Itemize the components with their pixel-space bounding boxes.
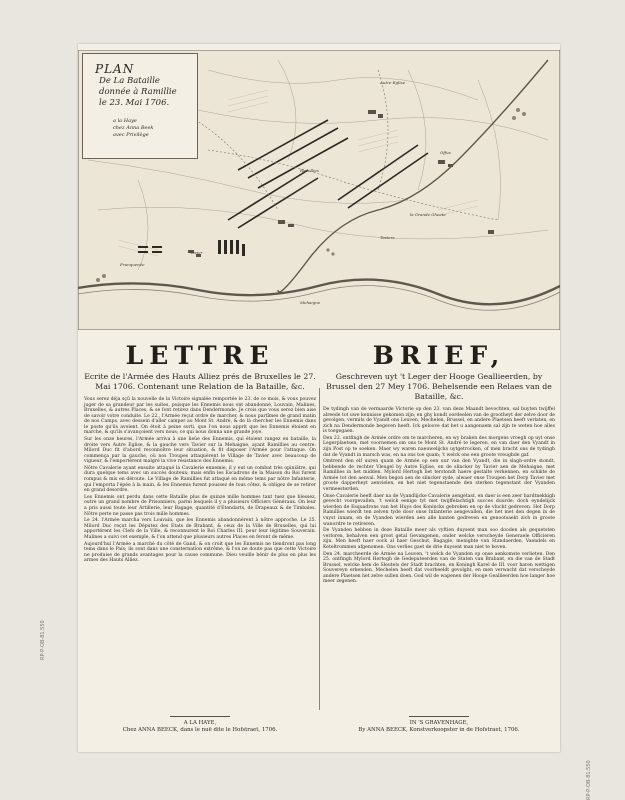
dutch-subtitle: Geschreven uyt 't Leger der Hooge Geallieerden, by Brussel den 27 Mey 1706. Behelsende een Relaes van de Bataille, &c.: [326, 372, 552, 401]
dutch-paragraph: Den 22. ontfingh de Armée ordre om te marcheren, en wy braken des morgens vroegh op uyt onse Legerplaetsen, met voornemen om ons te Mont St. André te legeren, en van daer den Vyandt in zijn Post op te soeken. Maer wy waren naeuwelijcks uytgetrocken, of men bracht ons de tydingh dat de Vyandt in marsch was, en na ons toe quam; 't welck ons een groote vreughde gaf.: [323, 435, 555, 458]
column-divider: [319, 388, 320, 710]
map-label-taviers: Taviers: [380, 235, 395, 240]
dutch-paragraph: De tydingh van de vermaarde Victorie op den 23. van deze Maandt bevochten, sal buyten twijffel alreede tot uwe kennisse gekomen zijn; en ghy kondt oordeelen van de grootheyt der zelve door de gevolgen, vermits de Vyandt ons Leuven, Mechelen, Brussel, en andere Plaetsen heeft verlaten, en zich na Dendermonde begeven heeft. Ick geloove dat het u aangenaem sal zijn te weten hoe alles is toegegaen.: [323, 407, 555, 435]
map-cartouche: [82, 53, 198, 159]
french-imprint: [84, 720, 316, 734]
french-body: [84, 397, 316, 564]
dutch-imprint-city: IN 'S GRAVENHAGE,: [409, 720, 469, 726]
french-subtitle: Ecrite de l'Armée des Hauts Alliez prés de Bruxelles le 27. Mai 1706. Contenant une Relation de la Bataille, &c.: [84, 372, 316, 391]
french-paragraph: Le 24. l'Armée marcha vers Louvain, que les Ennemis abandonnérent à nôtre approche. Le 25. Milord Duc reçut les Députez des Etats de Brabant, & ceux de la Ville de Bruxelles, qui lui apportérent les Clefs de la Ville, & reconnurent le Roi Charles III. pour leur légitime Souverain. Malines a suivi cet exemple, & l'on attend que plusieurs autres Places en feront de même.: [84, 518, 316, 540]
french-paragraph: Nôtre Cavalerie ayant ensuite attaqué la Cavalerie ennemie, il y eut un combat très opiniâtre, qui dura quelque tems avec un succès douteux; mais enfin les Escadrons de la Maison du Roi furent rompus & mis en déroute. Le Village de Ramillies fut attaqué en même tems par nôtre Infanterie, qui l'emporta l'épée à la main, & les Ennemis furent poussez de tous côtez, & obligez de se retirer en grand desordre.: [84, 465, 316, 494]
cartouche-line-3: donnée à Ramillie: [99, 87, 177, 97]
map-label-grande-gheete: la Grande Gheete: [410, 212, 446, 217]
map-label-offus: Offus: [440, 150, 451, 155]
french-paragraph: Vous serez déja sçû la nouvelle de la Victoire signalée remportée le 23. de ce mois, & vous pouvez juger de sa grandeur par les suites, puisque les Ennemis nous ont abandonné, Louvain, Malines, Bruxelles, & autres Places, & se font retirez dans Dendermonde. Je crois que vous serez bien aise de savoir votre conduite. Le 22., l'Armée reçut ordre de marcher, & nous partîmes de grand matin de nos Camps, avec dessein d'aller camper au Mont St. André, & de là chercher les Ennemis dans le poste qu'ils avoient. On étoit à peine sorti, que l'on nous apprit que les Ennemis étoient en marche, & qu'ils s'avançoient vers nous; ce qui nous donna une grande joye.: [84, 397, 316, 436]
cartouche-publisher-city: a la Haye: [113, 118, 137, 124]
dutch-paragraph: Onse Cavalerie heeft daer na de Vyandlijcke Cavalerie aengetast, en daer is een zeer hardtnekkigh gevecht voorgevallen, 't welck eenige tyt met twijffelachtigh succes duurde; doch eyndelijck wierden de Esquadrons van het Huys des Konincks gebroken en op de vlucht gedreven. Het Dorp Ramillies wierdt ten zelven tyde door onse Infanterie aengevallen, die het met den degen in de vuyst innam, en de Vyanden wierden aen alle kanten gedreven en genootsaekt zich in groote wanordre te retireren.: [323, 493, 555, 527]
french-paragraph: Aujourd'hui l'Armée a marché du côté de Gand, & on croit que les Ennemis ne tiendront pas long tems dans le Païs; ils sont dans une consternation extrême, & l'on ne doute pas que cette Victoire ne produise de grands avantages pour la cause commune. Dieu veuille bénir de plus en plus les armes des Hauts Alliez.: [84, 541, 316, 564]
dutch-paragraph: De Vyanden hebben in deze Bataille meer als vyftien duysent man soo dooden als gequetsten verloren, behalven een groot getal Gevangenen, onder welcke verscheyde Generaele Officieren zijn. Men heeft haer oock al haer Geschut, Bagagie, menighte van Standaerden, Vaendels en Keteltrommen afgenomen. Ons verlies gaet de drie duysent man niet te boven.: [323, 528, 555, 550]
dutch-letter-column: [323, 342, 555, 586]
dutch-body: [323, 407, 555, 585]
dutch-imprint: [323, 720, 555, 734]
map-label-mehaigne: Mehaigne: [300, 300, 321, 305]
map-label-autre-eglise: Autre Eglise: [380, 80, 406, 85]
cartouche-privilege: avec Privilège: [113, 132, 149, 138]
cartouche-publisher: chez Anna Beek: [113, 125, 154, 131]
dutch-imprint-publisher: By ANNA BEECK, Konstverkoopster in de Hofstraet, 1706.: [358, 727, 520, 733]
map-label-franquenee: Franquenée: [120, 262, 145, 267]
french-paragraph: Les Ennemis ont perdu dans cette Bataille plus de quinze mille hommes tant tuez que blessez, outre un grand nombre de Prisonniers, parmi lesquels il y a plusieurs Officiers Généraux. On leur a pris aussi toute leur Artillerie, leur Bagage, quantité d'Etendarts, de Drapeaux & de Timbales. Nôtre perte ne passe pas trois mille hommes.: [84, 494, 316, 517]
cartouche-title: PLAN: [95, 62, 135, 76]
map-label-ramillies: Ramillies: [300, 168, 319, 173]
french-imprint-publisher: Chez ANNA BEECK, dans le nuë dite le Hofstraet, 1706.: [122, 727, 278, 733]
french-imprint-city: A LA HAYE,: [183, 720, 217, 726]
dutch-heading: BRIEF,: [372, 341, 506, 370]
map-label-tavier: Tavier: [190, 250, 203, 255]
imprint-rule-left: [170, 716, 230, 717]
right-margin-note: RP-P-OB-81.550: [586, 760, 592, 800]
dutch-paragraph: Den 24. marcheerde de Armée na Leuven, 't welck de Vyanden op onse aenkomste verlieten. Den 25. ontfingh Mylord Hertogh de Gedeputeerden van de Staten van Brabant, en die van de Stadt Brussel, welcke hem de Sleutels der Stadt brachten, en Koningh Karel de III. voor haren wettigen Souvereyn erkenden. Mechelen heeft dat voorbeeldt gevolght, en men verwacht dat verscheyde andere Plaetsen het zelve sullen doen. God wil de wapenen der Hooge Geallieerden hoe langer hoe meer zegenen.: [323, 551, 555, 585]
left-margin-note: RP-P-OB-81.550: [40, 620, 46, 660]
cartouche-date: le 23. Mai 1706.: [99, 98, 170, 108]
french-letter-column: [84, 342, 316, 565]
cartouche-line-2: De La Bataille: [99, 76, 160, 86]
dutch-paragraph: Omtrent den elf uuren quam de Armée op een uur van den Vyandt, die in slagh-ordre stondt, hebbende de rechter Vleugel by Autre Eglise, en de slincker by Tavier aen de Mehaigne, met Ramillies in het midden. Mylord Hertogh liet terstondt haere gestalte verkennen, en schikte de Armée tot den aenval. Men begon aen de slincker zyde, alwaer onse Troupen het Dorp Tavier met groote dapperheyt aenvielen, en het niet tegenstaende den sterken tegenstant der Vyanden vermeesterden.: [323, 459, 555, 493]
french-heading: LETTRE: [125, 341, 275, 370]
imprint-rule-right: [409, 716, 469, 717]
french-paragraph: Sur les onze heures, l'Armée arriva à une lieüe des Ennemis, qui étoient rangez en bataille, la droite vers Autre Eglise, & la gauche vers Tavier sur la Mehaigne, ayant Ramillies au centre. Milord Duc fit d'abord reconnoître leur situation, & fit disposer l'Armée pour l'attaque. On commença par la gauche, où nos Troupes attaquèrent le Village de Tavier avec beaucoup de vigueur, & l'emportèrent malgré la vive résistance des Ennemis.: [84, 437, 316, 465]
